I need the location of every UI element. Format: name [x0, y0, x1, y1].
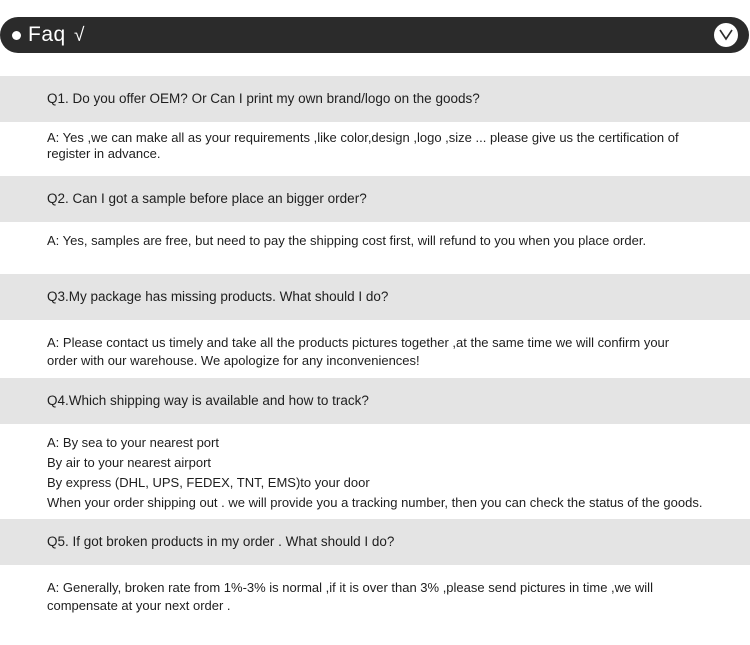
answer-line: compensate at your next order .	[47, 598, 231, 613]
answer-line: A: Yes ,we can make all as your requirements ,like color,design ,logo ,size ... please give us the certification of	[47, 130, 679, 145]
answer-line: A: By sea to your nearest port	[47, 435, 219, 450]
answer-line: When your order shipping out . we will provide you a tracking number, then you can check the status of the goods.	[47, 495, 703, 510]
answer-line: A: Generally, broken rate from 1%-3% is normal ,if it is over than 3% ,please send pictures in time ,we will	[47, 580, 653, 595]
question-text: Q3.My package has missing products. What should I do?	[47, 289, 389, 304]
faq-answer-3	[47, 334, 737, 370]
answer-line: By air to your nearest airport	[47, 455, 212, 470]
faq-header-bar	[0, 17, 749, 53]
question-text: Q5. If got broken products in my order . What should I do?	[47, 534, 395, 549]
question-text: Q4.Which shipping way is available and how to track?	[47, 393, 369, 408]
question-text: Q1. Do you offer OEM? Or Can I print my own brand/logo on the goods?	[47, 91, 480, 106]
faq-answer-4	[47, 433, 747, 513]
question-text: Q2. Can I got a sample before place an bigger order?	[47, 191, 367, 206]
faq-question-5	[0, 519, 750, 565]
faq-title: Faq	[28, 23, 66, 46]
answer-line: A: Yes, samples are free, but need to pay the shipping cost first, will refund to you when you place order.	[47, 233, 647, 248]
faq-question-4	[0, 378, 750, 424]
faq-question-1	[0, 76, 750, 122]
chevron-down-icon	[719, 29, 733, 41]
answer-line: By express (DHL, UPS, FEDEX, TNT, EMS)to your door	[47, 475, 370, 490]
faq-question-2	[0, 176, 750, 222]
bullet-icon	[12, 31, 21, 40]
answer-line: register in advance.	[47, 146, 161, 161]
faq-answer-2	[47, 233, 737, 249]
faq-question-3	[0, 274, 750, 320]
collapse-toggle-button[interactable]	[714, 23, 738, 47]
answer-line: order with our warehouse. We apologize for any inconveniences!	[47, 353, 420, 368]
faq-answer-5	[47, 579, 737, 615]
faq-answer-1	[47, 130, 737, 162]
answer-line: A: Please contact us timely and take all the products pictures together ,at the same time we will confirm your	[47, 335, 670, 350]
check-mark: √	[74, 25, 85, 46]
